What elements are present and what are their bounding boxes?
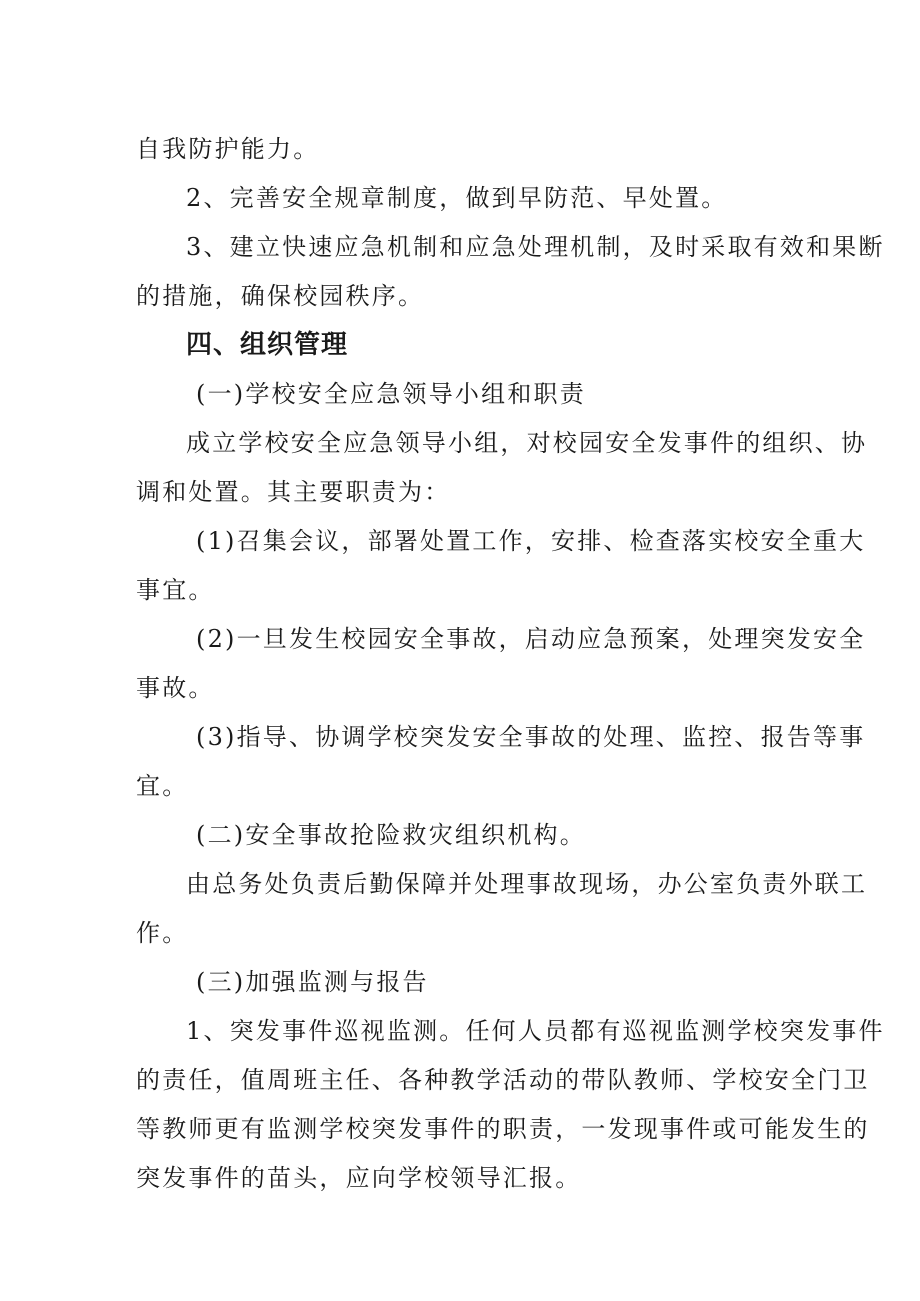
list-item-line: (3)指导、协调学校突发安全事故的处理、监控、报告等事 [196, 723, 866, 751]
list-item-line: (2)一旦发生校园安全事故，启动应急预案，处理突发安全 [196, 625, 866, 653]
body-line: 宜。 [136, 772, 189, 800]
body-line: 成立学校安全应急领导小组，对校园安全发事件的组织、协 [186, 429, 868, 457]
subsection-heading: (二)安全事故抢险救灾组织机构。 [196, 821, 586, 849]
body-line: 突发事件的苗头，应向学校领导汇报。 [136, 1164, 582, 1192]
body-line: 2、完善安全规章制度，做到早防范、早处置。 [186, 184, 728, 212]
body-line: 的责任，值周班主任、各种教学活动的带队教师、学校安全门卫 [136, 1066, 870, 1094]
body-line: 调和处置。其主要职责为： [136, 478, 451, 506]
list-item-line: (1)召集会议，部署处置工作，安排、检查落实校安全重大 [196, 527, 866, 555]
body-line: 1、突发事件巡视监测。任何人员都有巡视监测学校突发事件 [186, 1017, 885, 1045]
body-line: 由总务处负责后勤保障并处理事故现场，办公室负责外联工 [186, 870, 868, 898]
section-heading: 四、组织管理 [186, 330, 349, 360]
body-line: 事故。 [136, 674, 215, 702]
body-line: 3、建立快速应急机制和应急处理机制，及时采取有效和果断 [186, 233, 885, 261]
subsection-heading: (三)加强监测与报告 [196, 968, 429, 996]
body-line: 作。 [136, 919, 189, 947]
body-line: 的措施，确保校园秩序。 [136, 282, 425, 310]
subsection-heading: (一)学校安全应急领导小组和职责 [196, 380, 586, 408]
body-line: 事宜。 [136, 576, 215, 604]
body-line: 自我防护能力。 [136, 135, 320, 163]
body-line: 等教师更有监测学校突发事件的职责，一发现事件或可能发生的 [136, 1115, 870, 1143]
